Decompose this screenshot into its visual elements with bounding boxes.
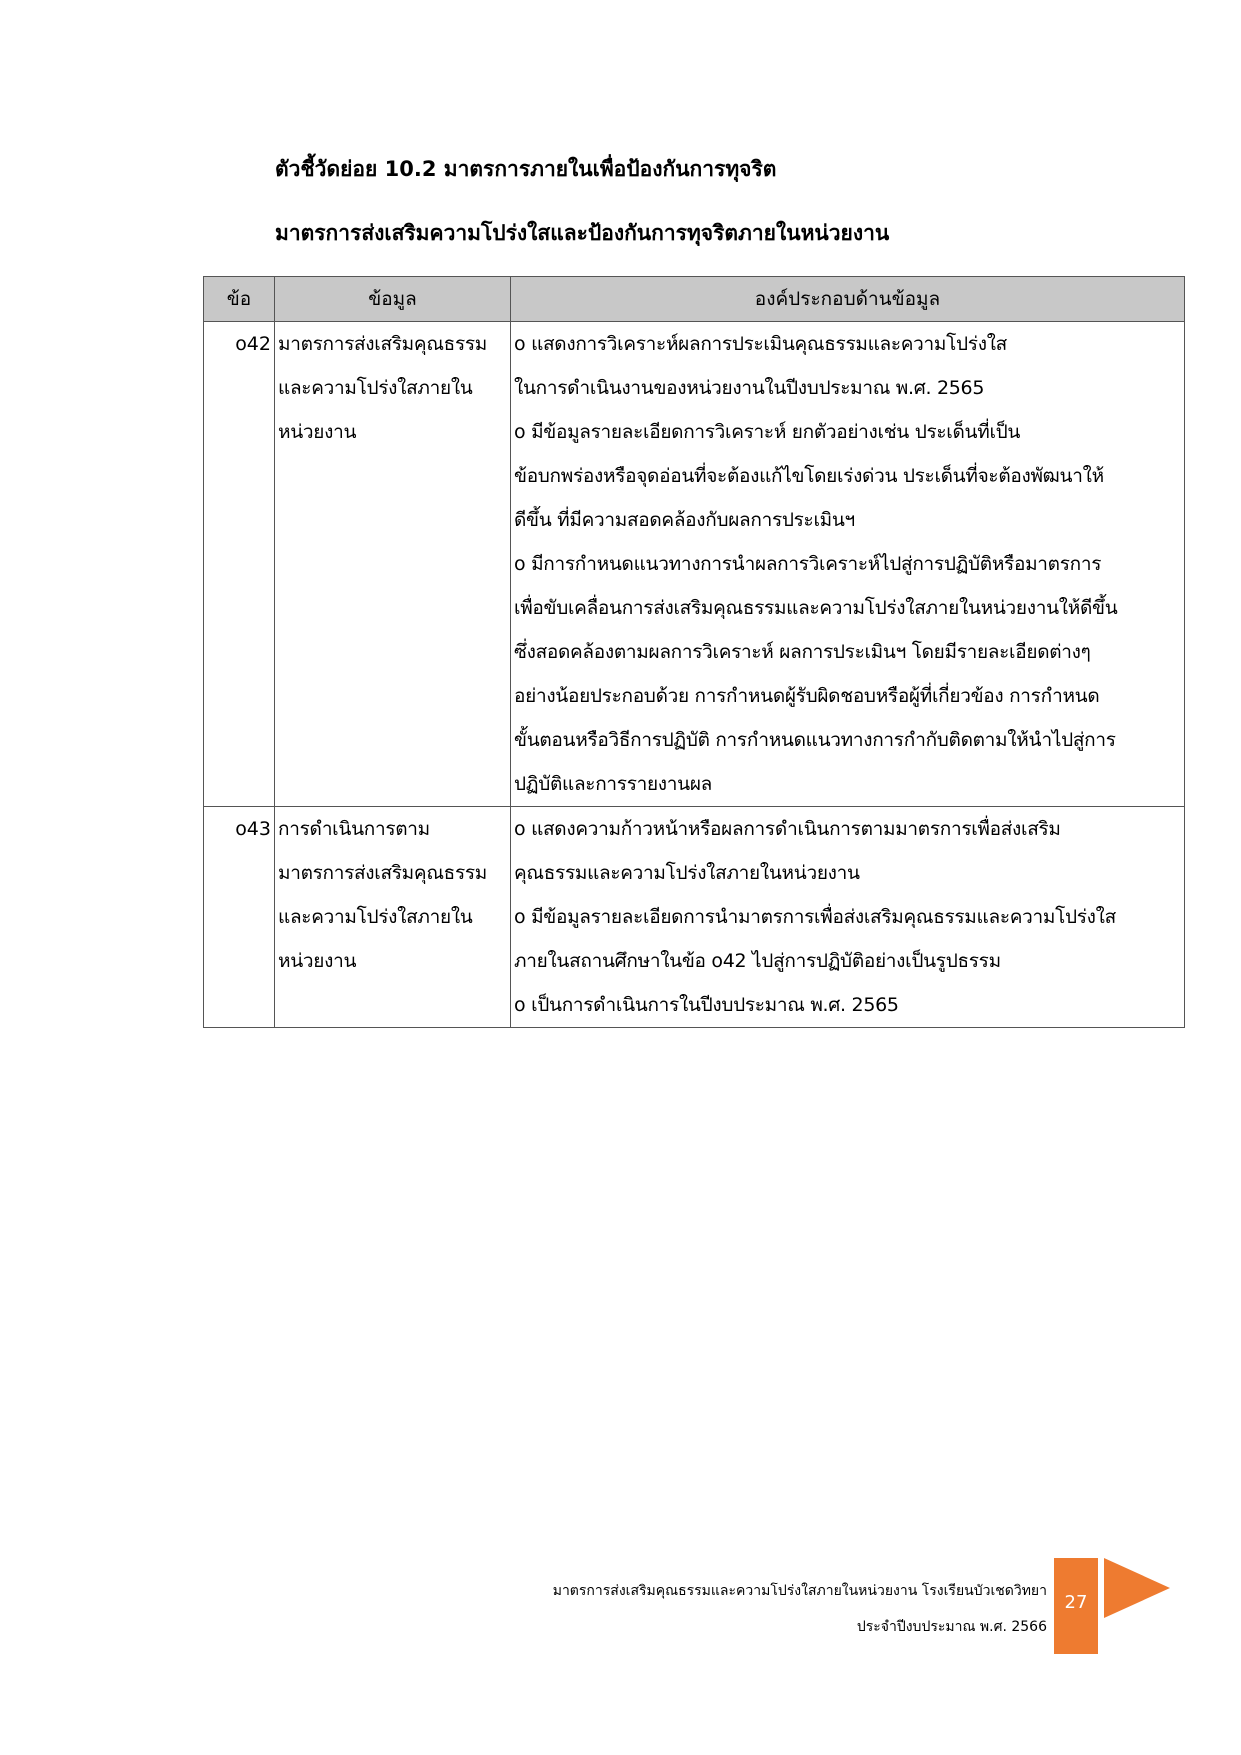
page-number-badge bbox=[1054, 1558, 1098, 1654]
detail-line: เพื่อขับเคลื่อนการส่งเสริมคุณธรรมและความโปร่งใสภายในหน่วยงานให้ดีขึ้น bbox=[514, 597, 1118, 619]
item-line: หน่วยงาน bbox=[278, 421, 357, 443]
detail-line: o แสดงความก้าวหน้าหรือผลการดำเนินการตามมาตรการเพื่อส่งเสริม bbox=[514, 818, 1061, 840]
footer-fiscal-year: ประจำปีงบประมาณ พ.ศ. 2566 bbox=[856, 1619, 1047, 1635]
row-item bbox=[275, 322, 511, 807]
detail-line: ขั้นตอนหรือวิธีการปฏิบัติ การกำหนดแนวทางการกำกับติดตามให้นำไปสู่การ bbox=[514, 729, 1116, 751]
detail-line: o มีข้อมูลรายละเอียดการนำมาตรการเพื่อส่งเสริมคุณธรรมและความโปร่งใส bbox=[514, 906, 1116, 928]
detail-line: o มีการกำหนดแนวทางการนำผลการวิเคราะห์ไปสู่การปฏิบัติหรือมาตรการ bbox=[514, 553, 1102, 575]
item-line: มาตรการส่งเสริมคุณธรรม bbox=[278, 333, 487, 355]
indicator-title: ตัวชี้วัดย่อย 10.2 มาตรการภายในเพื่อป้องกันการทุจริต bbox=[275, 157, 777, 181]
detail-line: o เป็นการดำเนินการในปีงบประมาณ พ.ศ. 2565 bbox=[514, 994, 899, 1016]
page-arrow-icon bbox=[1104, 1558, 1170, 1618]
detail-line: ภายในสถานศึกษาในข้อ o42 ไปสู่การปฏิบัติอย่างเป็นรูปธรรม bbox=[514, 950, 1001, 972]
page-number: 27 bbox=[1064, 1592, 1088, 1613]
detail-line: o แสดงการวิเคราะห์ผลการประเมินคุณธรรมและความโปร่งใส bbox=[514, 333, 1007, 355]
row-number: o43 bbox=[204, 807, 275, 1028]
detail-line: ในการดำเนินงานของหน่วยงานในปีงบประมาณ พ.ศ. 2565 bbox=[514, 377, 985, 399]
detail-line: o มีข้อมูลรายละเอียดการวิเคราะห์ ยกตัวอย่างเช่น ประเด็นที่เป็น bbox=[514, 421, 1021, 443]
item-line: และความโปร่งใสภายใน bbox=[278, 377, 473, 399]
item-line: และความโปร่งใสภายใน bbox=[278, 906, 473, 928]
item-line: หน่วยงาน bbox=[278, 950, 357, 972]
row-detail bbox=[511, 807, 1185, 1028]
detail-line: อย่างน้อยประกอบด้วย การกำหนดผู้รับผิดชอบหรือผู้ที่เกี่ยวข้อง การกำหนด bbox=[514, 685, 1100, 707]
row-detail bbox=[511, 322, 1185, 807]
footer-title: มาตรการส่งเสริมคุณธรรมและความโปร่งใสภายในหน่วยงาน โรงเรียนบัวเชดวิทยา bbox=[552, 1583, 1047, 1599]
table-header-row bbox=[204, 277, 1185, 322]
header-item: ข้อมูล bbox=[275, 277, 511, 322]
header-detail: องค์ประกอบด้านข้อมูล bbox=[511, 277, 1185, 322]
row-number: o42 bbox=[204, 322, 275, 807]
table-row bbox=[204, 322, 1185, 807]
detail-line: ข้อบกพร่องหรือจุดอ่อนที่จะต้องแก้ไขโดยเร่งด่วน ประเด็นที่จะต้องพัฒนาให้ bbox=[514, 465, 1104, 487]
detail-line: คุณธรรมและความโปร่งใสภายในหน่วยงาน bbox=[514, 862, 860, 884]
detail-line: ดีขึ้น ที่มีความสอดคล้องกับผลการประเมินฯ bbox=[514, 509, 855, 531]
measure-title: มาตรการส่งเสริมความโปร่งใสและป้องกันการทุจริตภายในหน่วยงาน bbox=[275, 221, 890, 245]
row-item bbox=[275, 807, 511, 1028]
detail-line: ปฏิบัติและการรายงานผล bbox=[514, 773, 713, 795]
detail-line: ซึ่งสอดคล้องตามผลการวิเคราะห์ ผลการประเมินฯ โดยมีรายละเอียดต่างๆ bbox=[514, 641, 1091, 663]
item-line: มาตรการส่งเสริมคุณธรรม bbox=[278, 862, 487, 884]
header-no: ข้อ bbox=[204, 277, 275, 322]
item-line: การดำเนินการตาม bbox=[278, 818, 430, 840]
table-row bbox=[204, 807, 1185, 1028]
information-table bbox=[203, 276, 1185, 1028]
